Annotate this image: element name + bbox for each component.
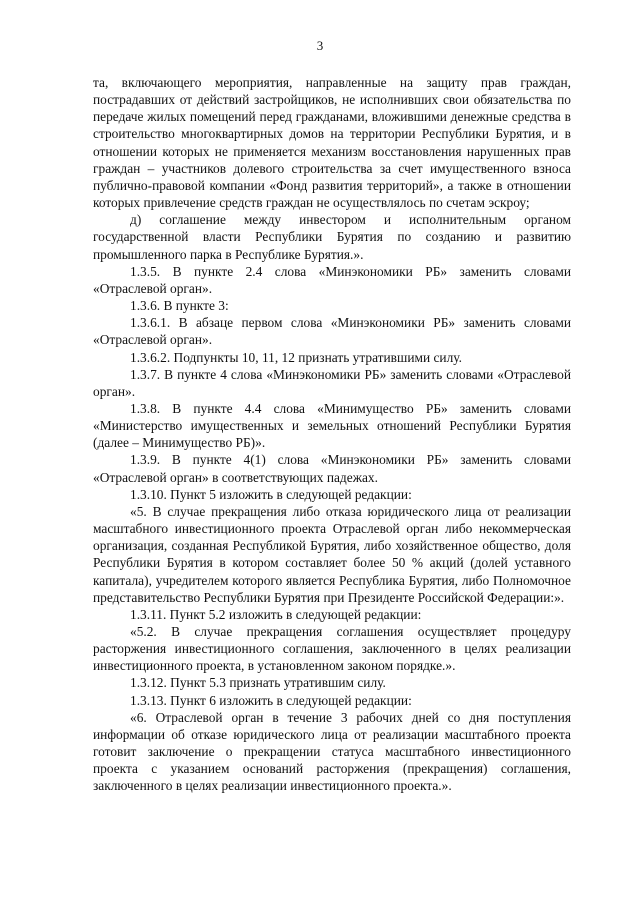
paragraph-continuation: та, включающего мероприятия, направленные на защиту прав граждан, пострадавших от действий застройщиков, не исполнивших свои обязательства по передаче жилых помещений перед гражданами, вложившими денежные средства в строительство многоквартирных домов на территории Республики Бурятия, и в отношении которых не применяется механизм восстановления нарушенных прав граждан – участников долевого строительства за счет имущественного взноса публично-правовой компании «Фонд развития территорий», а также в отношении которых привлечение средств граждан не осуществлялось по счетам эскроу; — [93, 75, 571, 211]
paragraph-1-3-9: 1.3.9. В пункте 4(1) слова «Минэкономики РБ» заменить словами «Отраслевой орган» в соответствующих падежах. — [93, 452, 571, 485]
paragraph-1-3-6: 1.3.6. В пункте 3: — [130, 298, 229, 314]
paragraph-1-3-10: 1.3.10. Пункт 5 изложить в следующей редакции: — [130, 486, 412, 502]
document-body — [93, 74, 571, 795]
paragraph-1-3-8: 1.3.8. В пункте 4.4 слова «Минимущество РБ» заменить словами «Министерство имущественных и земельных отношений Республики Бурятия (далее – Минимущество РБ)». — [93, 400, 571, 451]
paragraph-quote-5-2: «5.2. В случае прекращения соглашения осуществляет процедуру расторжения инвестиционного соглашения, заключенного в целях реализации инвестиционного проекта, в установленном законом порядке.». — [93, 624, 571, 674]
paragraph-1-3-12: 1.3.12. Пункт 5.3 признать утратившим силу. — [130, 675, 386, 691]
paragraph-1-3-6-2: 1.3.6.2. Подпункты 10, 11, 12 признать утратившими силу. — [130, 349, 462, 365]
paragraph-subitem-d: д) соглашение между инвестором и исполнительным органом государственной власти Республики Бурятия по созданию и развитию промышленного парка в Республике Бурятия.». — [93, 212, 571, 262]
paragraph-1-3-13: 1.3.13. Пункт 6 изложить в следующей редакции: — [130, 692, 412, 708]
paragraph-1-3-6-1: 1.3.6.1. В абзаце первом слова «Минэкономики РБ» заменить словами «Отраслевой орган». — [93, 315, 571, 348]
paragraph-quote-6: «6. Отраслевой орган в течение 3 рабочих дней со дня поступления информации об отказе юридического лица от реализации масштабного проекта готовит заключение о прекращении статуса масштабного инвестиционного проекта с указанием оснований расторжения (прекращения) соглашения, заключенного в целях реализации инвестиционного проекта.». — [93, 709, 571, 794]
paragraph-quote-5: «5. В случае прекращения либо отказа юридического лица от реализации масштабного инвестиционного проекта Отраслевой орган либо некоммерческая организация, созданная Республикой Бурятия, либо хозяйственное общество, доля Республики Бурятия в котором составляет более 50 % акций (долей уставного капитала), учредителем которого является Республика Бурятия, либо Полномочное представительство Республики Бурятия при Президенте Российской Федерации:». — [93, 503, 571, 605]
paragraph-1-3-11: 1.3.11. Пункт 5.2 изложить в следующей редакции: — [130, 606, 422, 622]
paragraph-1-3-7: 1.3.7. В пункте 4 слова «Минэкономики РБ» заменить словами «Отраслевой орган». — [93, 366, 571, 399]
paragraph-1-3-5: 1.3.5. В пункте 2.4 слова «Минэкономики РБ» заменить словами «Отраслевой орган». — [93, 263, 571, 296]
page-number: 3 — [316, 38, 324, 53]
